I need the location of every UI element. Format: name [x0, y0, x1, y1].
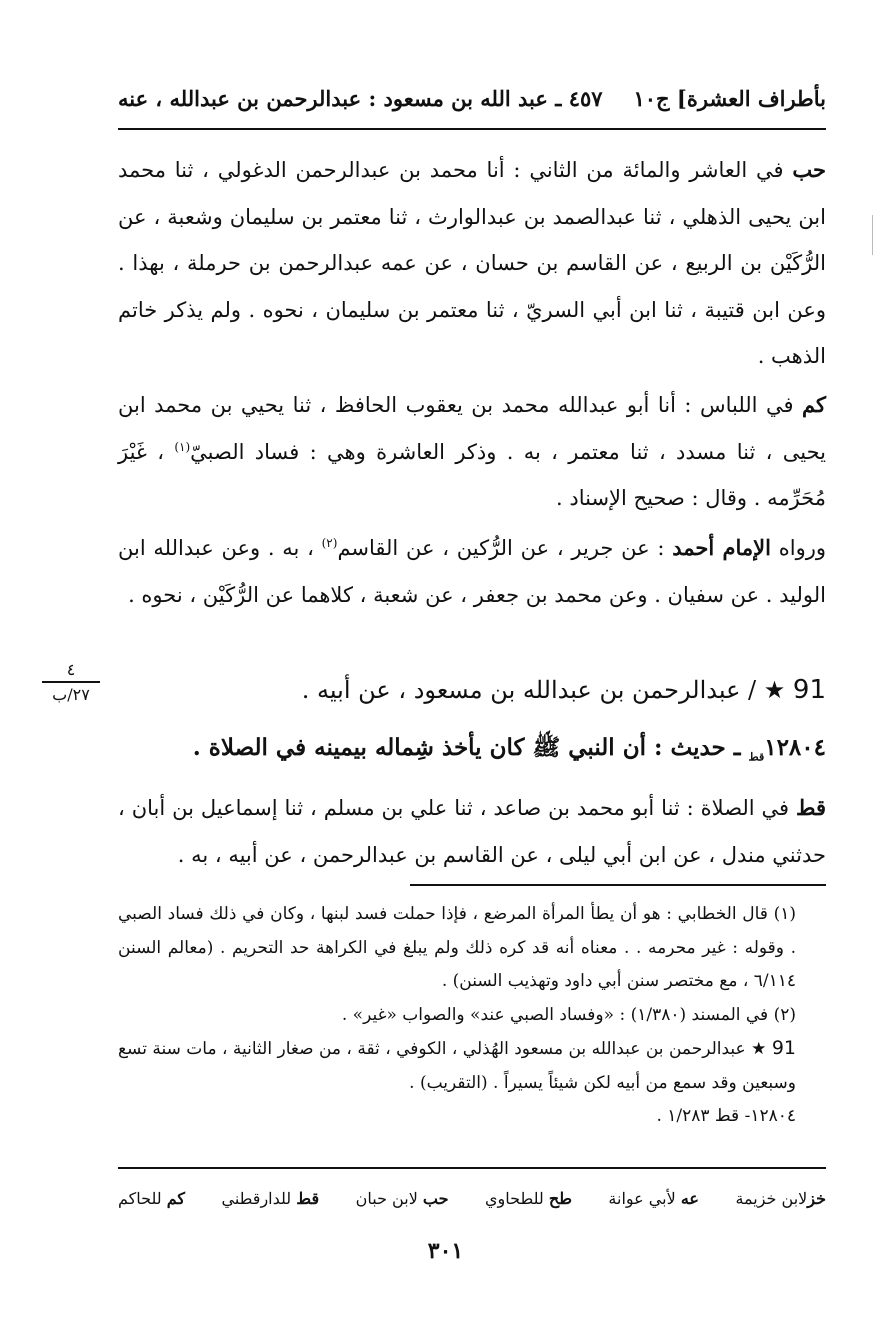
header-chapter: ٤٥٧ ـ عبد الله بن مسعود : عبدالرحمن بن عبدالله ، عنه [118, 85, 603, 111]
abbr-item: خزلابن خزيمة [735, 1188, 826, 1208]
footnote-rule [410, 884, 826, 886]
hadith-siglum: قط [748, 750, 765, 764]
abbr-item: قط للدارقطني [221, 1188, 320, 1208]
margin-ref-bottom: ٢٧/ب [52, 684, 90, 704]
paragraph-ahmad [118, 525, 826, 618]
entry-number: 91 [792, 675, 826, 705]
paragraph-text: في اللباس : أنا أبو عبدالله محمد بن يعقوب الحافظ ، ثنا يحيي بن محمد ابن يحيى ، ثنا مسدد ، ثنا معتمر ، به . وذكر العاشرة وهي : فساد الصبيّ [118, 393, 826, 464]
margin-manuscript-ref [36, 660, 106, 704]
imam-name: الإمام أحمد [672, 535, 771, 560]
paragraph-daraqutni [118, 785, 826, 878]
siglum-km: كم [802, 392, 826, 417]
running-header [118, 78, 826, 118]
star-icon: ★ [763, 676, 786, 704]
header-rule [118, 128, 826, 130]
footnote-4: ١٢٨٠٤- قط ١/٢٨٣ . [656, 1106, 796, 1126]
footnote-text: عبدالرحمن بن عبدالله بن مسعود الهُذلي ، الكوفي ، ثقة ، من صغار الثانية ، مات سنة تسع وسبعين وقد سمع من أبيه لكن شيئاً يسيراً . (التقريب) . [118, 1039, 796, 1093]
abbreviations-legend [118, 1180, 826, 1216]
header-volume: بأطراف العشرة] ج١٠ [633, 85, 826, 111]
abbr-item: عه لأبي عوانة [608, 1188, 699, 1208]
page-number: ٣٠١ [427, 1238, 464, 1264]
entry-title: / عبدالرحمن بن عبدالله بن مسعود ، عن أبيه . [301, 676, 764, 704]
hadith-number: ١٢٨٠٤ [764, 734, 826, 761]
siglum-qt: قط [796, 795, 826, 820]
paragraph-text: في العاشر والمائة من الثاني : أنا محمد بن عبدالرحمن الدغولي ، ثنا محمد ابن يحيى الذهلي ، ثنا عبدالصمد بن عبدالوارث ، ثنا معتمر بن سليمان وشعبة ، عن الرُّكَيْن بن الربيع ، عن القاسم بن حسان ، عن عمه عبدالرحمن بن حرملة ، بهذا . وعن ابن قتيبة ، ثنا ابن أبي السريّ ، ثنا معتمر بن سليمان ، نحوه . ولم يذكر خاتم الذهب . [118, 158, 826, 368]
abbr-item: حب لابن حبان [355, 1188, 449, 1208]
star-icon: ★ [751, 1039, 767, 1059]
hadith-heading [118, 728, 826, 778]
paragraph-text: : عن جرير ، عن الرُّكين ، عن القاسم [337, 536, 673, 560]
footnote-ref-1[interactable]: (١) [174, 439, 191, 454]
narrator-entry-heading [118, 670, 826, 710]
footnote-ref-2[interactable]: (٢) [321, 536, 338, 550]
paragraph-text: ورواه [771, 536, 826, 560]
footnote-3 [118, 1032, 826, 1100]
footnote-entry-number: 91 [771, 1037, 796, 1059]
paragraph-text: ، به . وعن عبدالله ابن الوليد . عن سفيان . وعن محمد بن جعفر ، عن شعبة ، كلاهما عن الرُّكَيْن ، نحوه . [118, 536, 826, 607]
paragraph-text: في الصلاة : ثنا أبو محمد بن صاعد ، ثنا علي بن مسلم ، ثنا إسماعيل بن أبان ، حدثني مندل ، عن ابن أبي ليلى ، عن القاسم بن عبدالرحمن ، عن أبيه ، به . [118, 796, 826, 867]
margin-ref-divider [42, 681, 100, 683]
hadith-text: ـ حديث : أن النبي ﷺ كان يأخذ شِماله بيمينه في الصلاة . [192, 734, 749, 761]
abbr-item: كم للحاكم [118, 1188, 185, 1208]
paragraph-hakim [118, 382, 826, 522]
paragraph-text: ، غَيْرَ مُحَرِّمه . وقال : صحيح الإسناد . [118, 439, 826, 510]
margin-ref-top: ٤ [66, 660, 76, 679]
abbr-item: طح للطحاوي [485, 1188, 572, 1208]
siglum-hb: حب [792, 157, 826, 182]
abbreviations-rule [118, 1167, 826, 1169]
paragraph-hibban [118, 147, 826, 380]
page-edge-mark [872, 215, 873, 255]
footnote-2: (٢) في المسند (١/٣٨٠) : «وفساد الصبي عند» والصواب «غير» . [341, 1004, 796, 1025]
footnote-1: (١) قال الخطابي : هو أن يطأ المرأة المرضع ، فإذا حملت فسد لبنها ، وكان في ذلك فساد الصبي . وقوله : غير محرمه . . معناه أنه قد كره ذلك ولم يبلغ في الكراهة حد التحريم . (معالم السنن ٦/١١٤ ، مع مختصر سنن أبي داود وتهذيب السنن) . [118, 904, 796, 991]
footnotes [118, 898, 826, 1134]
